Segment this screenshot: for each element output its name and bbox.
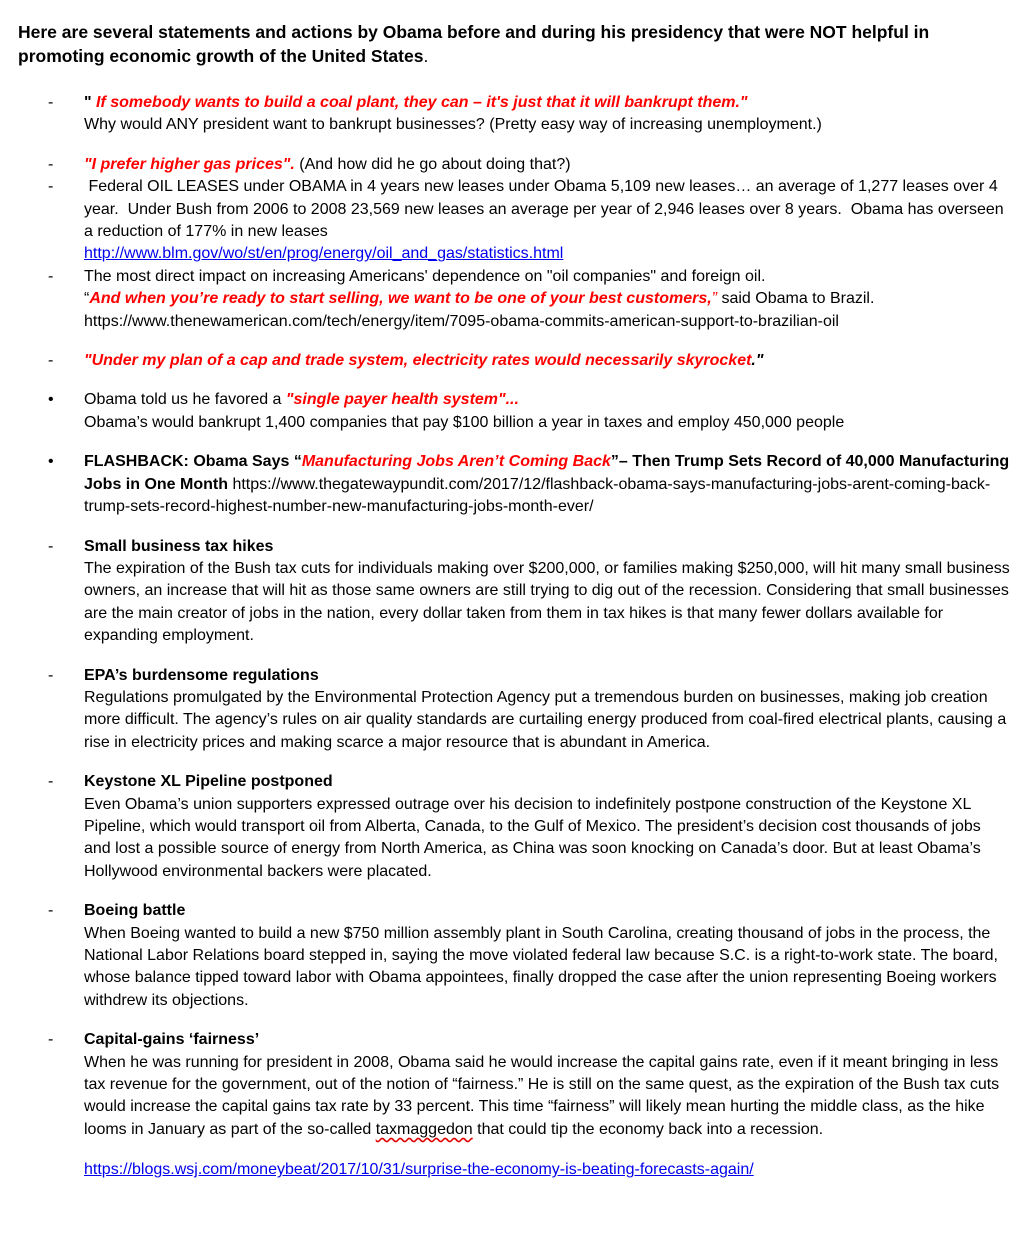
text-run: “ (84, 290, 90, 308)
text-block (84, 687, 1010, 754)
text-block (84, 114, 1010, 136)
text-run: Regulations promulgated by the Environmental Protection Agency put a tremendous burden on businesses, making job creation more difficult. The agency’s rules on air quality standards are curtailing energy produced from coal-fired electrical plants, causing a rise in electricity prices and making scarce a major resource that is abundant in America. (84, 688, 1011, 751)
text-block (84, 389, 1010, 411)
text-run: (And how did he go about doing that?) (294, 155, 571, 173)
text-block (84, 412, 1010, 434)
text-run: Keystone XL Pipeline postponed (84, 773, 333, 791)
dash-marker: - (48, 773, 54, 791)
text-block (84, 176, 1010, 243)
text-run: FLASHBACK: Obama Says “ (84, 453, 302, 471)
text-run: . (423, 46, 429, 66)
text-block (84, 243, 1010, 265)
bullet-marker: • (48, 453, 54, 471)
item-content (84, 266, 1010, 333)
text-run: Even Obama’s union supporters expressed outrage over his decision to indefinitely postpone construction of the Keystone XL Pipeline, which would transport oil from Alberta, Canada, to the Gulf of Mexico. The president’s decision cost thousands of jobs and lost a possible source of energy from North America, as China was soon knocking on Canada’s door. But at least Obama’s Hollywood environmental backers were placated. (84, 795, 986, 880)
text-block (84, 923, 1010, 1013)
text-run: https://www.thegatewaypundit.com/2017/12/flashback-obama-says-manufacturing-jobs-arent-coming-back-trump-sets-record-highest-number-new-manufacturing-jobs-month-ever/ (84, 475, 991, 516)
list-item (18, 350, 1014, 372)
text-run: https://www.thenewamerican.com/tech/energy/item/7095-obama-commits-american-support-to-brazilian-oil (84, 312, 839, 330)
text-block (84, 536, 1010, 558)
text-run: When he was running for president in 2008, Obama said he would increase the capital gains rate, even if it meant bringing in less tax revenue for the government, out of the notion of “fairness.” He is still on the same quest, as the expiration of the Bush tax cuts would increase the capital gains tax rate by 33 percent. This time “fairness” will likely mean hurting the middle class, as the hike looms in January as part of the so-called (84, 1053, 1004, 1138)
text-run: ”– Then Trump Sets Record of 40,000 Manufacturing Jobs in One Month (84, 453, 1014, 493)
list-item (18, 266, 1014, 333)
text-run: If somebody wants to build a coal plant, they can – it's just that it will bankrupt them." (96, 94, 748, 111)
item-content (84, 389, 1010, 434)
text-run: "Under my plan of a cap and trade system, electricity rates would necessarily skyrocket (84, 352, 752, 370)
text-run: The most direct impact on increasing Americans' dependence on "oil companies" and foreign oil. (84, 267, 766, 285)
text-block (84, 311, 1010, 333)
dash-marker: - (48, 94, 54, 111)
hyperlink[interactable]: https://blogs.wsj.com/moneybeat/2017/10/31/surprise-the-economy-is-beating-forecasts-again/ (84, 1161, 754, 1179)
list-item (18, 154, 1014, 176)
text-run: Obama told us he favored a (84, 391, 286, 409)
text-run: " (84, 94, 97, 111)
text-run: Why would ANY president want to bankrupt businesses? (Pretty easy way of increasing unemployment.) (84, 116, 822, 134)
text-block (84, 558, 1015, 648)
item-content (84, 154, 1010, 176)
text-run: Here are several statements and actions by Obama before and during his presidency that were NOT helpful in promoting economic growth of the United States (18, 22, 935, 66)
item-content (84, 92, 1010, 137)
text-run: EPA’s burdensome regulations (84, 666, 319, 684)
page-title (18, 20, 973, 68)
dash-marker: - (48, 267, 54, 285)
item-content (84, 536, 1015, 648)
text-block (84, 771, 1010, 793)
text-block (84, 92, 1010, 114)
text-run: The expiration of the Bush tax cuts for individuals making over $200,000, or families making $250,000, will hit many small business owners, an increase that will hit as those same owners are still trying to dig out of the recession. Considering that small businesses are the main creator of jobs in the nation, every dollar taken from them in tax hikes is that many fewer dollars available for expanding employment. (84, 559, 1015, 645)
text-block (84, 266, 1010, 288)
text-run: Capital-gains ‘fairness’ (84, 1031, 260, 1049)
text-run: "I prefer higher gas prices". (84, 155, 295, 173)
item-content (84, 176, 1010, 266)
text-run: When Boeing wanted to build a new $750 million assembly plant in South Carolina, creating thousand of jobs in the process, the National Labor Relations board stepped in, saying the move violated federal law because S.C. is a right-to-work state. The board, whose balance tipped toward labor with Obama appointees, finally dropped the case after the union representing Boeing workers withdrew its objections. (84, 924, 1003, 1009)
text-run: Manufacturing Jobs Aren’t Coming Back (301, 453, 611, 471)
bullet-marker: • (48, 391, 54, 409)
text-block (84, 288, 1010, 310)
item-content (84, 900, 1010, 1012)
dash-marker: - (48, 178, 54, 196)
list-item (18, 389, 1014, 434)
text-block (84, 794, 1010, 884)
text-run: ." (751, 352, 764, 370)
dash-marker: - (48, 1031, 54, 1049)
misspelled-word: taxmaggedon (375, 1120, 473, 1138)
text-run: And when you’re ready to start selling, we want to be one of your best customers, (89, 290, 712, 308)
text-run: Small business tax hikes (84, 537, 274, 555)
text-block (84, 665, 1010, 687)
text-block (84, 154, 1010, 176)
list-item (18, 1029, 1014, 1141)
dash-marker: - (48, 537, 54, 555)
list-item (18, 536, 1014, 648)
text-run: Boeing battle (84, 902, 186, 920)
item-content (84, 451, 1014, 518)
text-block (84, 451, 1014, 518)
dash-marker: - (48, 155, 54, 173)
dash-marker: - (48, 666, 54, 684)
text-block (84, 350, 1010, 372)
footer-link-row (84, 1159, 1014, 1181)
text-run: Federal OIL LEASES under OBAMA in 4 years new leases under Obama 5,109 new leases… an average of 1,277 leases over 4 year. Under Bush from 2006 to 2008 23,569 new leases an average per year of 2,946 leases over 8 years. Obama has overseen a reduction of 177% in new leases (84, 178, 1009, 241)
item-content (84, 350, 1010, 372)
list-item (18, 451, 1014, 518)
text-run: said Obama to Brazil. (717, 290, 875, 308)
hyperlink[interactable]: http://www.blm.gov/wo/st/en/prog/energy/oil_and_gas/statistics.html (84, 245, 564, 263)
item-content (84, 665, 1010, 755)
text-run: that could tip the economy back into a recession. (472, 1120, 824, 1138)
statement-list (18, 92, 1014, 1141)
dash-marker: - (48, 352, 54, 370)
list-item (18, 176, 1014, 266)
text-run: "single payer health system"... (285, 391, 519, 409)
text-block (84, 900, 1010, 922)
list-item (18, 665, 1014, 755)
list-item (18, 771, 1014, 883)
dash-marker: - (48, 902, 54, 920)
list-item (18, 92, 1014, 137)
list-item (18, 900, 1014, 1012)
text-block (84, 1052, 1010, 1142)
text-run: ” (711, 290, 717, 308)
text-block (84, 1029, 1010, 1051)
text-run: Obama’s would bankrupt 1,400 companies that pay $100 billion a year in taxes and employ 450,000 people (84, 413, 845, 431)
item-content (84, 771, 1010, 883)
item-content (84, 1029, 1010, 1141)
